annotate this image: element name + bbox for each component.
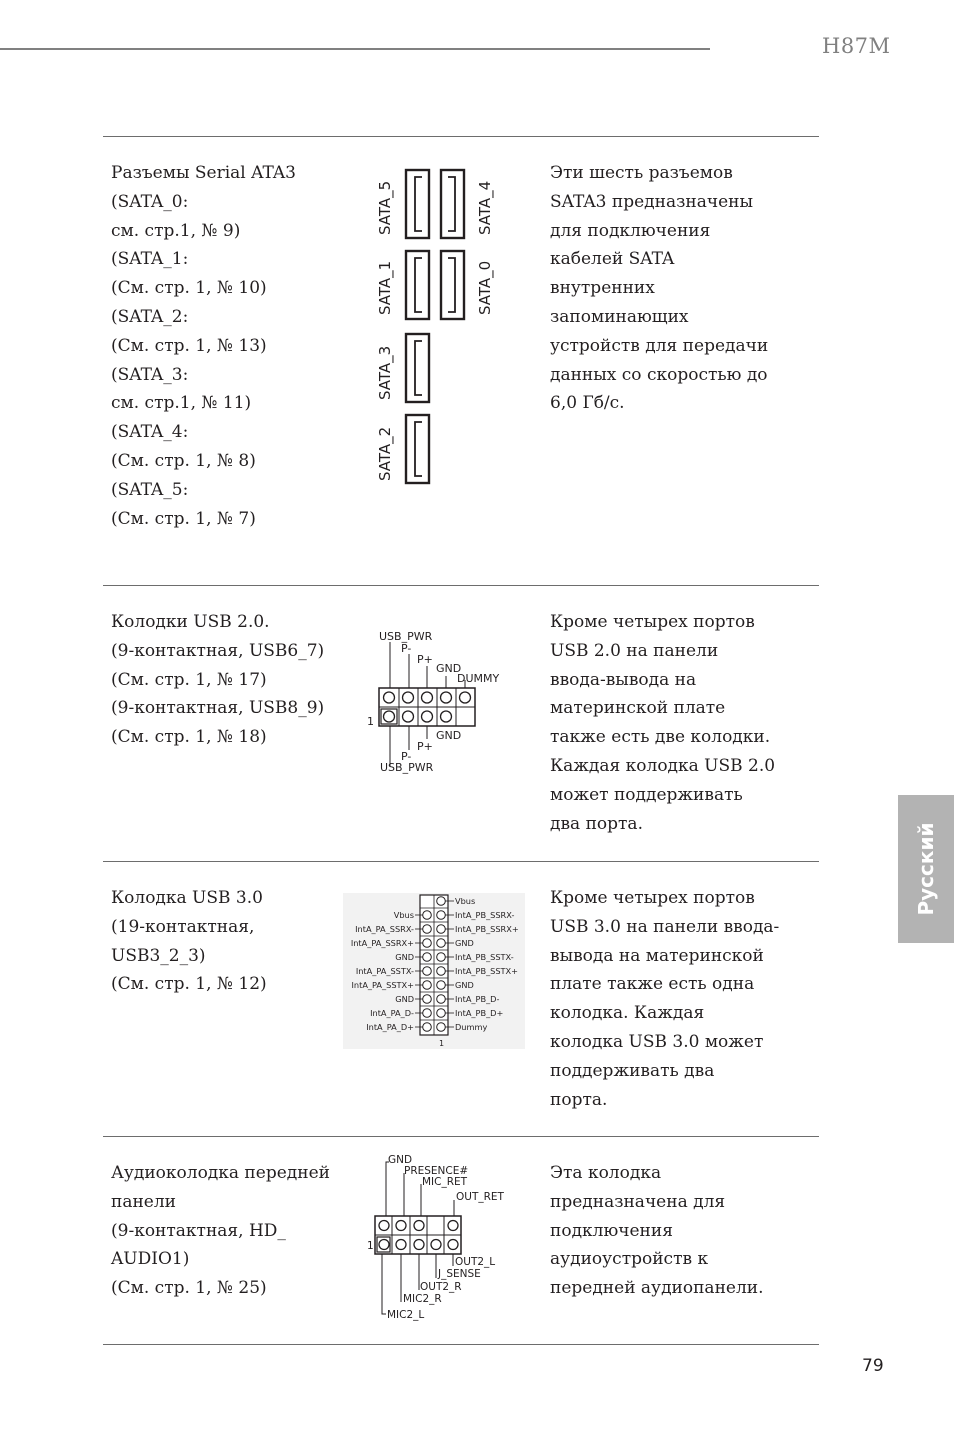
audio-mic-ret-label: MIC_RET — [422, 1176, 468, 1188]
model-title: H87M — [822, 34, 891, 58]
sata1-label: SATA_1 — [376, 260, 394, 315]
sata-description-right: Эти шесть разъемов SATA3 предназначены для подключения кабелей SATA внутренних запоминающих устройств для передачи данных со скоростью до 6,0 Гб/с. — [550, 163, 769, 414]
sata5-connector — [406, 170, 429, 238]
p-minus-top-label: P- — [401, 642, 412, 655]
usb3-left-label: IntA_PA_SSRX+ — [350, 938, 414, 948]
sata0-connector — [441, 251, 464, 319]
usb3-left-label: GND — [395, 994, 414, 1004]
audio-gnd-label: GND — [388, 1154, 413, 1166]
section-divider — [103, 1136, 819, 1137]
usb2-description-left: Колодки USB 2.0. (9-контактная, USB6_7) (См. стр. 1, № 17) (9-контактная, USB8_9) (См. стр. 1, № 18) — [111, 612, 325, 748]
sata3-connector — [406, 334, 429, 402]
usb3-left-label: IntA_PA_D- — [370, 1008, 414, 1018]
usb-pwr-top-label: USB_PWR — [379, 630, 433, 643]
sata3-label: SATA_3 — [376, 345, 394, 400]
usb3-pin1-label: 1 — [439, 1039, 445, 1048]
p-plus-bottom-label: P+ — [417, 740, 433, 753]
usb3-right-label: IntA_PB_SSTX+ — [455, 966, 519, 976]
section-divider — [103, 861, 819, 862]
usb3-left-label: IntA_PA_SSTX- — [355, 966, 414, 976]
header-rule — [0, 48, 710, 50]
usb-pwr-bottom-label: USB_PWR — [380, 761, 434, 774]
audio-out2-l-label: OUT2_L — [455, 1256, 496, 1268]
sata-connectors-diagram — [372, 165, 502, 490]
audio-out2-r-label: OUT2_R — [420, 1281, 462, 1293]
p-minus-bottom-label: P- — [401, 750, 412, 763]
usb3-right-label: IntA_PB_D+ — [455, 1008, 504, 1018]
usb3-right-label: IntA_PB_SSRX- — [455, 910, 515, 920]
sata5-label: SATA_5 — [376, 180, 394, 235]
usb3-left-label: IntA_PA_D+ — [366, 1022, 414, 1032]
audio-out-ret-label: OUT_RET — [456, 1191, 504, 1203]
dummy-label: DUMMY — [457, 672, 500, 685]
page-number: 79 — [862, 1356, 884, 1376]
usb3-left-label: IntA_PA_SSTX+ — [351, 980, 414, 990]
gnd-top-label: GND — [436, 662, 462, 675]
usb3-description-left: Колодка USB 3.0 (19-контактная, USB3_2_3) (См. стр. 1, № 12) — [111, 888, 267, 995]
usb3-left-label: Vbus — [393, 910, 414, 920]
audio-pin1-label: 1 — [367, 1240, 374, 1252]
usb3-right-label: IntA_PB_D- — [455, 994, 500, 1004]
usb3-description-right: Кроме четырех портов USB 3.0 на панели ввода- вывода на материнской плате также есть одна колодка. Каждая колодка USB 3.0 может поддерживать два порта. — [550, 888, 780, 1110]
audio-mic2-r-label: MIC2_R — [403, 1293, 442, 1305]
sata4-connector — [441, 170, 464, 238]
usb3-right-label: GND — [455, 980, 474, 990]
usb3-right-label: Vbus — [455, 896, 476, 906]
usb3-right-label: Dummy — [455, 1022, 488, 1032]
p-plus-top-label: P+ — [417, 653, 433, 666]
audio-description-right: Эта колодка предназначена для подключения аудиоустройств к передней аудиопанели. — [550, 1163, 764, 1299]
pin1-label: 1 — [367, 715, 374, 728]
sata2-connector — [406, 415, 429, 483]
audio-mic2-l-label: MIC2_L — [387, 1309, 425, 1321]
usb2-description-right: Кроме четырех портов USB 2.0 на панели ввода-вывода на материнской плате также есть две колодки. Каждая колодка USB 2.0 может поддерживать два порта. — [550, 612, 776, 834]
usb3-left-label: IntA_PA_SSRX- — [355, 924, 414, 934]
language-tab-label: Русский — [914, 822, 938, 916]
sata0-label: SATA_0 — [476, 260, 494, 315]
usb3-header-diagram — [343, 893, 525, 1049]
usb3-right-label: IntA_PB_SSRX+ — [455, 924, 519, 934]
audio-header-diagram — [364, 1150, 514, 1322]
gnd-bottom-label: GND — [436, 729, 462, 742]
audio-presence-label: PRESENCE# — [404, 1165, 469, 1177]
usb3-right-label: GND — [455, 938, 474, 948]
audio-description-left: Аудиоколодка передней панели (9-контактная, HD_ AUDIO1) (См. стр. 1, № 25) — [111, 1163, 330, 1299]
sata4-label: SATA_4 — [476, 180, 494, 235]
language-tab — [898, 795, 954, 943]
sata2-label: SATA_2 — [376, 426, 394, 481]
usb3-left-label: GND — [395, 952, 414, 962]
usb2-header-diagram — [360, 626, 520, 776]
section-divider — [103, 136, 819, 137]
usb3-right-label: IntA_PB_SSTX- — [455, 952, 514, 962]
section-divider — [103, 1344, 819, 1345]
section-divider — [103, 585, 819, 586]
sata1-connector — [406, 251, 429, 319]
audio-j-sense-label: J_SENSE — [438, 1268, 481, 1280]
sata-description-left: Разъемы Serial ATA3 (SATA_0: см. стр.1, № 9) (SATA_1: (См. стр. 1, № 10) (SATA_2: (См. стр. 1, № 13) (SATA_3: см. стр.1, № 11) (SATA_4: (См. стр. 1, № 8) (SATA_5: (См. стр. 1, № 7) — [111, 163, 296, 529]
